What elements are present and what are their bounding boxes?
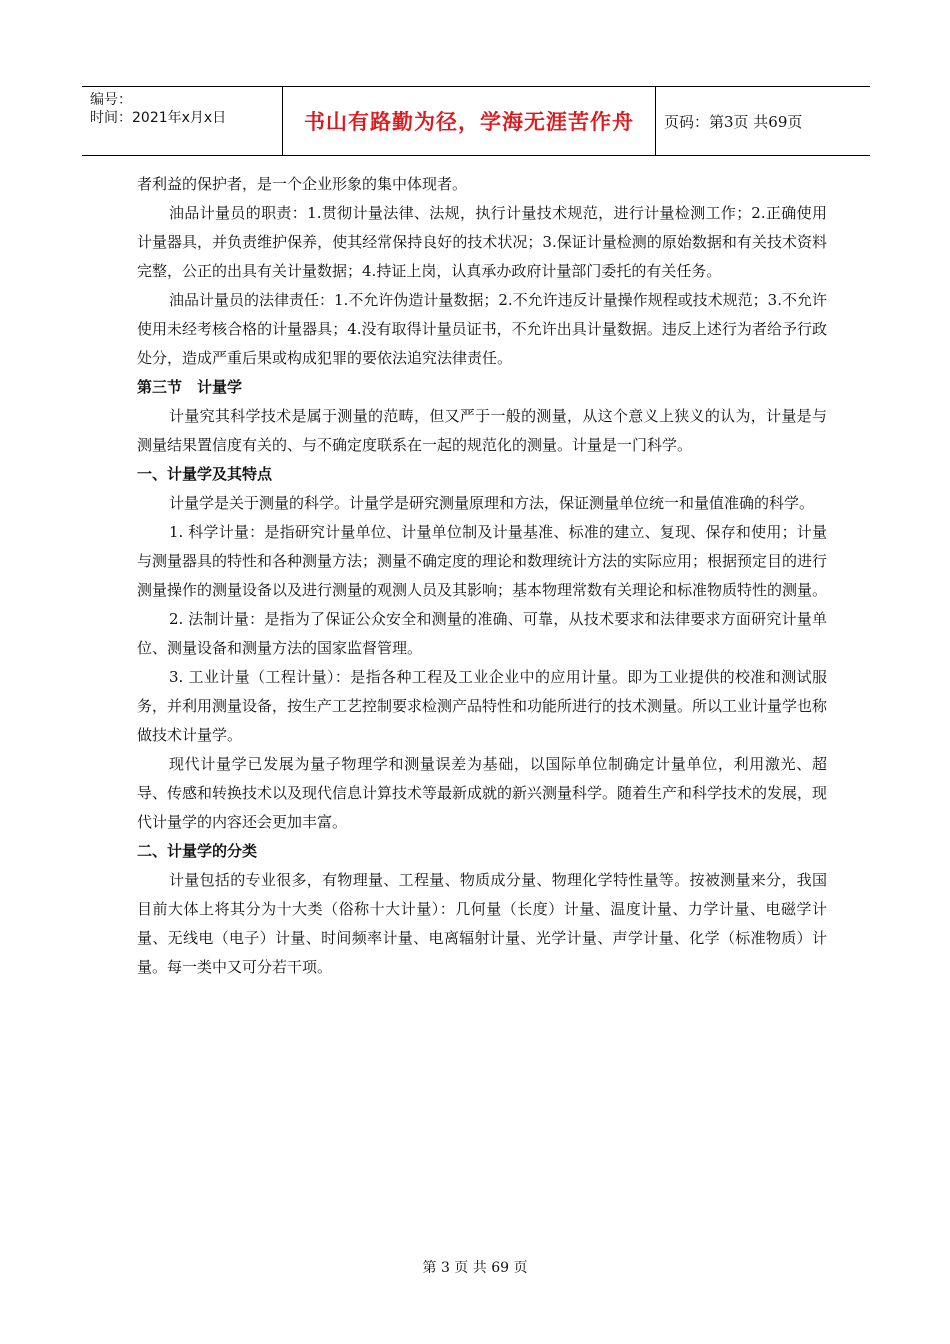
body-paragraph: 1. 科学计量：是指研究计量单位、计量单位制及计量基准、标准的建立、复现、保存和使用；计量与测量器具的特性和各种测量方法；测量不确定度的理论和数理统计方法的实际应用；根据预定目的进行测量操作的测量设备以及进行测量的观测人员及其影响；基本物理常数有关理论和标准物质特性的测量。	[137, 523, 828, 599]
header-page-info: 页码：第3页 共69页	[664, 112, 803, 131]
document-body	[137, 170, 827, 982]
body-paragraph: 计量学是关于测量的科学。计量学是研究测量原理和方法，保证测量单位统一和量值准确的科学。	[169, 494, 815, 512]
page-footer: 第 3 页 共 69 页	[422, 1260, 528, 1276]
body-paragraph: 者利益的保护者，是一个企业形象的集中体现者。	[137, 175, 468, 193]
header-meta-cell	[82, 87, 282, 155]
section-heading: 第三节 计量学	[137, 378, 243, 396]
page-header	[82, 86, 870, 156]
body-paragraph: 油品计量员的法律责任：1.不允许伪造计量数据；2.不允许违反计量操作规程或技术规范；3.不允许使用未经考核合格的计量器具；4.没有取得计量员证书，不允许出具计量数据。违反上述行为者给予行政处分，造成严重后果或构成犯罪的要依法追究法律责任。	[137, 291, 827, 367]
body-paragraph: 油品计量员的职责：1.贯彻计量法律、法规，执行计量技术规范，进行计量检测工作；2.正确使用计量器具，并负责维护保养，使其经常保持良好的技术状况；3.保证计量检测的原始数据和有关技术资料完整，公正的出具有关计量数据；4.持证上岗，认真承办政府计量部门委托的有关任务。	[137, 204, 827, 280]
body-paragraph: 计量包括的专业很多，有物理量、工程量、物质成分量、物理化学特性量等。按被测量来分，我国目前大体上将其分为十大类（俗称十大计量）：几何量（长度）计量、温度计量、力学计量、电磁学计量、无线电（电子）计量、时间频率计量、电离辐射计量、光学计量、声学计量、化学（标准物质）计量。每一类中又可分若干项。	[137, 871, 827, 976]
body-paragraph: 2. 法制计量：是指为了保证公众安全和测量的准确、可靠，从技术要求和法律要求方面研究计量单位、测量设备和测量方法的国家监督管理。	[137, 610, 827, 657]
body-paragraph: 计量究其科学技术是属于测量的范畴，但又严于一般的测量，从这个意义上狭义的认为，计量是与测量结果置信度有关的、与不确定度联系在一起的规范化的测量。计量是一门科学。	[137, 407, 827, 454]
body-paragraph: 现代计量学已发展为量子物理学和测量误差为基础，以国际单位制确定计量单位，利用激光、超导、传感和转换技术以及现代信息计算技术等最新成就的新兴测量科学。随着生产和科学技术的发展，现代计量学的内容还会更加丰富。	[137, 755, 828, 831]
section-heading: 一、计量学及其特点	[137, 465, 273, 483]
body-paragraph: 3. 工业计量（工程计量）：是指各种工程及工业企业中的应用计量。即为工业提供的校准和测试服务，并利用测量设备，按生产工艺控制要求检测产品特性和功能所进行的技术测量。所以工业计量学也称做技术计量学。	[137, 668, 828, 744]
document-time-label: 时间：2021年x月x日	[90, 110, 227, 126]
header-motto: 书山有路勤为径，学海无涯苦作舟	[282, 87, 656, 155]
document-number-label: 编号：	[90, 92, 132, 108]
section-heading: 二、计量学的分类	[137, 842, 258, 860]
